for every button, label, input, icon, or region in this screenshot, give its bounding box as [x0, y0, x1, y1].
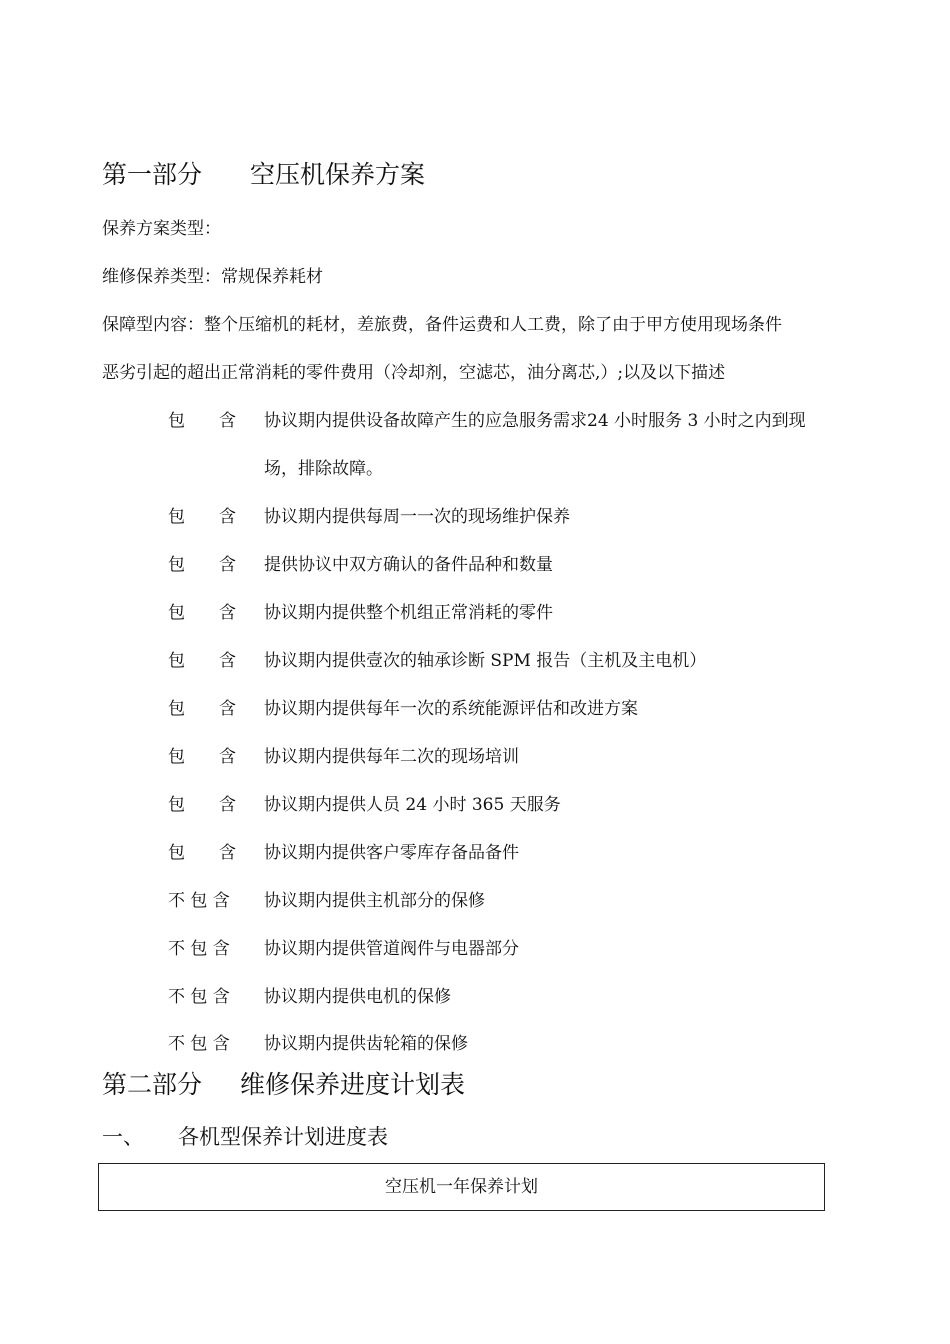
- item-text: 协议期内提供每周一一次的现场维护保养: [264, 507, 570, 527]
- table-title: 空压机一年保养计划: [385, 1177, 538, 1197]
- item-text-continued: 场，排除故障。: [264, 459, 383, 479]
- guarantee-content-line2: 恶劣引起的超出正常消耗的零件费用（冷却剂，空滤芯，油分离芯,）;以及以下描述: [102, 363, 726, 383]
- item-text: 协议期内提供壹次的轴承诊断 SPM 报告（主机及主电机）: [264, 651, 707, 671]
- part1-heading: [102, 160, 425, 190]
- item-label: 不 包 含: [168, 939, 230, 959]
- item-text: 协议期内提供管道阀件与电器部分: [264, 939, 519, 959]
- guarantee-content-line1: 保障型内容：整个压缩机的耗材，差旅费，备件运费和人工费，除了由于甲方使用现场条件: [102, 315, 782, 335]
- section-title: 各机型保养计划进度表: [178, 1125, 388, 1149]
- section-heading: [102, 1123, 388, 1151]
- item-label: 包 含: [168, 507, 236, 527]
- part1-number: 第一部分: [102, 160, 203, 189]
- item-text: 协议期内提供整个机组正常消耗的零件: [264, 603, 553, 623]
- item-text: 协议期内提供人员 24 小时 365 天服务: [264, 795, 561, 815]
- item-text: 协议期内提供客户零库存备品备件: [264, 843, 519, 863]
- item-text: 提供协议中双方确认的备件品种和数量: [264, 555, 553, 575]
- item-label: 包 含: [168, 651, 236, 671]
- item-text: 协议期内提供主机部分的保修: [264, 891, 485, 911]
- item-text: 协议期内提供电机的保修: [264, 987, 451, 1007]
- item-label: 包 含: [168, 603, 236, 623]
- part2-heading: [102, 1070, 465, 1100]
- maintenance-type: 维修保养类型：常规保养耗材: [102, 267, 323, 287]
- item-label: 包 含: [168, 795, 236, 815]
- section-number: 一、: [102, 1125, 144, 1149]
- item-label: 包 含: [168, 843, 236, 863]
- part1-title: 空压机保养方案: [250, 160, 426, 189]
- table-title-box: [98, 1163, 825, 1211]
- plan-type-label: 保养方案类型：: [102, 219, 221, 239]
- item-text: 协议期内提供每年一次的系统能源评估和改进方案: [264, 699, 638, 719]
- item-text: 协议期内提供每年二次的现场培训: [264, 747, 519, 767]
- item-label: 不 包 含: [168, 891, 230, 911]
- item-text: 协议期内提供齿轮箱的保修: [264, 1034, 468, 1054]
- item-label: 包 含: [168, 411, 236, 431]
- item-label: 不 包 含: [168, 1034, 230, 1054]
- item-label: 包 含: [168, 555, 236, 575]
- item-text: 协议期内提供设备故障产生的应急服务需求24 小时服务 3 小时之内到现: [264, 411, 806, 431]
- item-label: 包 含: [168, 747, 236, 767]
- item-label: 不 包 含: [168, 987, 230, 1007]
- part2-title: 维修保养进度计划表: [240, 1070, 466, 1099]
- part2-number: 第二部分: [102, 1070, 203, 1099]
- item-label: 包 含: [168, 699, 236, 719]
